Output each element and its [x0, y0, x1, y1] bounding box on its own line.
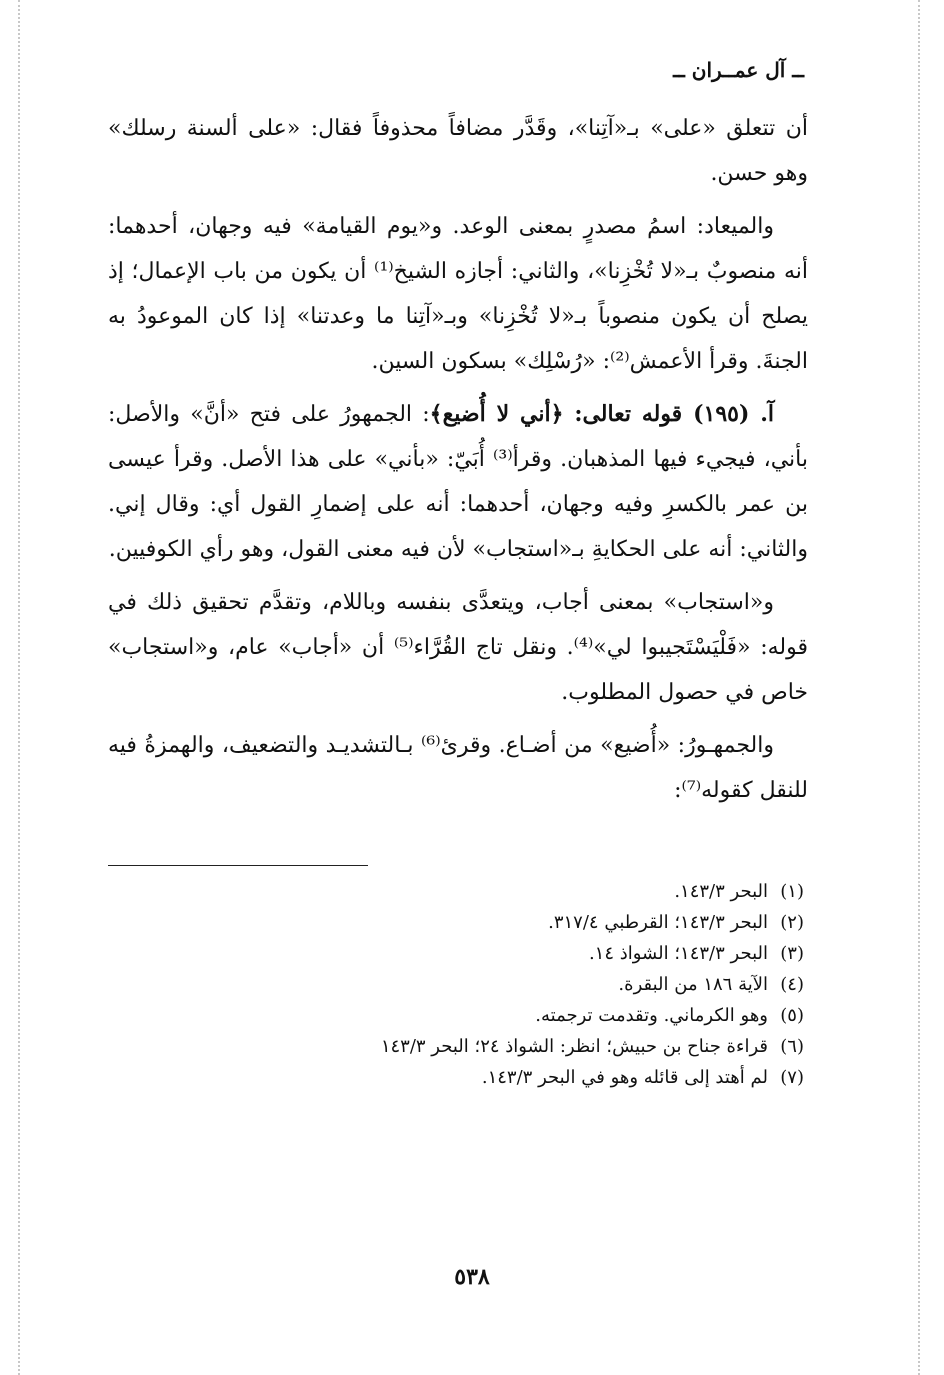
footnote-7: [108, 1062, 804, 1093]
footnote-separator: [108, 865, 368, 866]
footnote-3: [108, 938, 804, 969]
footnote-1: [108, 876, 804, 907]
footnote-5: [108, 1000, 804, 1031]
footnote-text: لم أهتد إلى قائله وهو في البحر ١٤٣/٣.: [481, 1067, 768, 1088]
left-margin-dots: [18, 0, 20, 1375]
footnote-text: وهو الكرماني. وتقدمت ترجمته.: [535, 1005, 768, 1026]
footnote-text: البحر ١٤٣/٣؛ القرطبي ٣١٧/٤.: [548, 912, 768, 933]
paragraph-4: و«استجاب» بمعنى أجاب، ويتعدَّى بنفسه وباللام، وتقدَّم تحقيق ذلك في قوله: «فَلْيَسْتَجيبوا لي»⁽⁴⁾. ونقل تاج القُرَّاء⁽⁵⁾ أن «أجاب» عام، و«استجاب» خاص في حصول المطلوب.: [108, 590, 808, 705]
footnote-2: [108, 907, 804, 938]
paragraph-1: أن تتعلق «على» بـ«آتِنا»، وقَدَّر مضافاً محذوفاً فقال: «على ألسنة رسلك» وهو حسن.: [108, 116, 808, 186]
paragraph-3: [108, 392, 808, 572]
footnote-6: [108, 1031, 804, 1062]
footnote-4: [108, 969, 804, 1000]
paragraph-2: والميعاد: اسمُ مصدرٍ بمعنى الوعد. و«يوم القيامة» فيه وجهان، أحدهما: أنه منصوبٌ بـ«لا تُخْزِنا»، والثاني: أجازه الشيخ⁽¹⁾ أن يكون من باب الإعمال؛ إذ يصلح أن يكون منصوباً بـ«لا تُخْزِنا» وبـ«آتِنا ما وعدتنا» إذا كان الموعودُ به الجنةَ. وقرأ الأعمش⁽²⁾: «رُسْلِك» بسكون السين.: [108, 214, 808, 374]
footnote-text: البحر ١٤٣/٣؛ الشواذ ١٤.: [588, 943, 768, 964]
footnote-number: (٢): [780, 912, 804, 933]
right-margin-dots: [918, 0, 920, 1375]
footnote-number: (٤): [780, 974, 804, 995]
page-number: ٥٣٨: [454, 1264, 490, 1290]
footnote-text: قراءة جناح بن حبيش؛ انظر: الشواذ ٢٤؛ البحر ١٤٣/٣: [380, 1036, 768, 1057]
footnote-number: (١): [780, 881, 804, 902]
paragraph-5: والجمهـورُ: «أُضيع» من أضـاع. وقرئ⁽⁶⁾ بـالتشديـد والتضعيف، والهمزةُ فيه للنقل كقوله⁽⁷⁾:: [108, 733, 808, 803]
footnotes: [108, 876, 804, 1093]
footnote-number: (٥): [780, 1005, 804, 1026]
running-head: ــ آل عمــران ــ: [673, 58, 804, 82]
footnote-text: البحر ١٤٣/٣.: [674, 881, 768, 902]
page-body: [108, 48, 808, 1093]
footnote-number: (٦): [780, 1036, 804, 1057]
footnote-number: (٣): [780, 943, 804, 964]
verse-lead: آ. (١٩٥) قوله تعالى: ﴿أني لا أُضيع﴾: [429, 401, 775, 427]
footnote-text: الآية ١٨٦ من البقرة.: [618, 974, 768, 995]
footnote-number: (٧): [780, 1067, 804, 1088]
paragraph-3-text: : الجمهورُ على فتح «أنَّ» والأصل: بأني، فيجيء فيها المذهبان. وقرأ⁽³⁾ أُبَيّ: «بأني» على هذا الأصل. وقرأ عيسى بن عمر بالكسرِ وفيه وجهان، أحدهما: أنه على إضمارِ القول أي: وقال إني. والثاني: أنه على الحكايةِ بـ«استجاب» لأن فيه معنى القول، وهو رأي الكوفيين.: [108, 402, 808, 562]
